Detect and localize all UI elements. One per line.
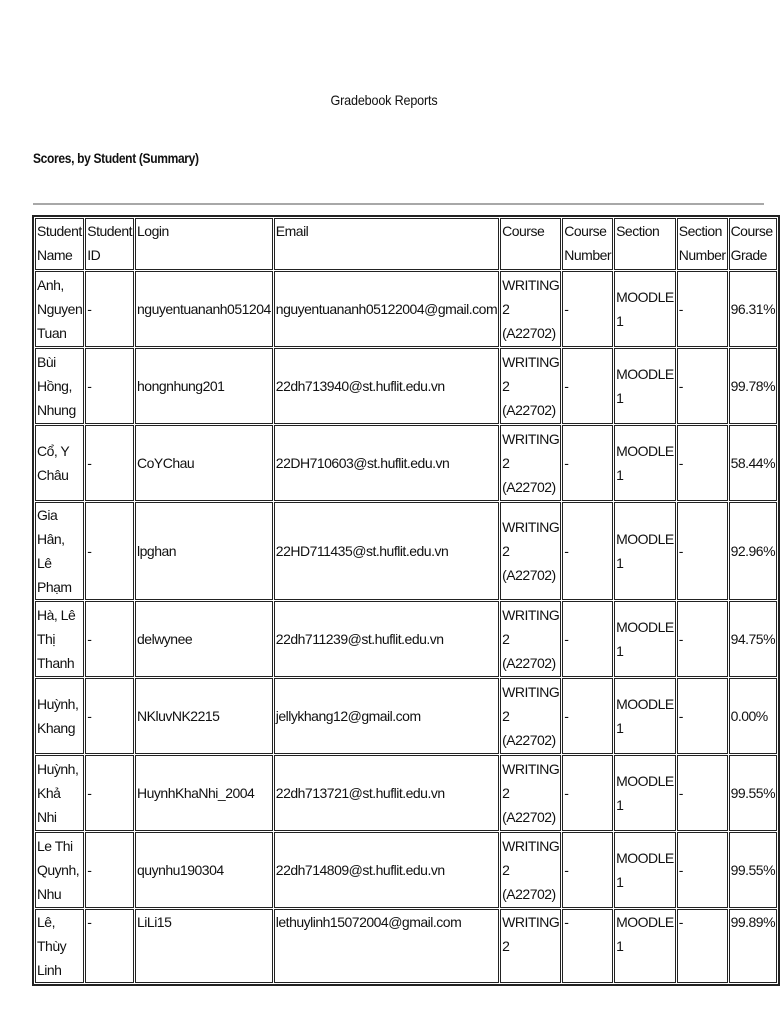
page-title: Gradebook Reports — [330, 92, 438, 108]
email-cell: 22dh711239@st.huflit.edu.vn — [274, 601, 499, 677]
table-row — [35, 909, 777, 983]
student-name-cell: Huỳnh, Khả Nhi — [35, 755, 84, 831]
course-cell: WRITING 2 (A22702) — [500, 348, 561, 424]
login-cell: CoYChau — [135, 425, 273, 501]
email-cell: lethuylinh15072004@gmail.com — [274, 909, 499, 983]
table-row — [35, 755, 777, 831]
student-id-cell: - — [85, 271, 134, 347]
course-number-cell: - — [562, 832, 613, 908]
section-number-cell: - — [677, 909, 728, 983]
course-grade-cell: 0.00% — [729, 678, 777, 754]
table-row — [35, 502, 777, 600]
course-grade-cell: 99.55% — [729, 755, 777, 831]
section-number-cell: - — [677, 502, 728, 600]
column-header-course-number: Course Number — [562, 218, 613, 270]
login-cell: delwynee — [135, 601, 273, 677]
course-cell: WRITING 2 (A22702) — [500, 271, 561, 347]
table-row — [35, 348, 777, 424]
section-cell: MOODLE 1 — [614, 678, 676, 754]
email-cell: 22DH710603@st.huflit.edu.vn — [274, 425, 499, 501]
column-header-student-name: Student Name — [35, 218, 84, 270]
section-divider — [33, 203, 764, 205]
section-cell: MOODLE 1 — [614, 425, 676, 501]
section-number-cell: - — [677, 678, 728, 754]
section-cell: MOODLE 1 — [614, 271, 676, 347]
course-number-cell: - — [562, 348, 613, 424]
email-cell: 22dh714809@st.huflit.edu.vn — [274, 832, 499, 908]
student-id-cell: - — [85, 425, 134, 501]
course-number-cell: - — [562, 909, 613, 983]
login-cell: NKluvNK2215 — [135, 678, 273, 754]
gradebook-table — [32, 215, 780, 986]
course-cell: WRITING 2 (A22702) — [500, 425, 561, 501]
email-cell: 22dh713940@st.huflit.edu.vn — [274, 348, 499, 424]
section-number-cell: - — [677, 601, 728, 677]
course-number-cell: - — [562, 502, 613, 600]
student-id-cell: - — [85, 909, 134, 983]
student-name-cell: Lê, Thùy Linh — [35, 909, 84, 983]
column-header-login: Login — [135, 218, 273, 270]
table-row — [35, 832, 777, 908]
section-cell: MOODLE 1 — [614, 502, 676, 600]
student-name-cell: Anh, Nguyen Tuan — [35, 271, 84, 347]
report-subtitle: Scores, by Student (Summary) — [33, 150, 199, 166]
course-cell: WRITING 2 (A22702) — [500, 832, 561, 908]
login-cell: LiLi15 — [135, 909, 273, 983]
section-number-cell: - — [677, 348, 728, 424]
section-cell: MOODLE 1 — [614, 832, 676, 908]
student-name-cell: Gia Hân, Lê Phạm — [35, 502, 84, 600]
section-cell: MOODLE 1 — [614, 601, 676, 677]
student-id-cell: - — [85, 678, 134, 754]
table-row — [35, 601, 777, 677]
column-header-course-grade: Course Grade — [729, 218, 777, 270]
column-header-section-number: Section Number — [677, 218, 728, 270]
table-header-row — [35, 218, 777, 270]
column-header-student-id: Student ID — [85, 218, 134, 270]
student-id-cell: - — [85, 502, 134, 600]
course-grade-cell: 99.55% — [729, 832, 777, 908]
student-id-cell: - — [85, 832, 134, 908]
email-cell: 22HD711435@st.huflit.edu.vn — [274, 502, 499, 600]
course-number-cell: - — [562, 601, 613, 677]
login-cell: quynhu190304 — [135, 832, 273, 908]
email-cell: jellykhang12@gmail.com — [274, 678, 499, 754]
login-cell: hongnhung201 — [135, 348, 273, 424]
column-header-section: Section — [614, 218, 676, 270]
login-cell: nguyentuananh051204 — [135, 271, 273, 347]
course-number-cell: - — [562, 678, 613, 754]
course-cell: WRITING 2 (A22702) — [500, 502, 561, 600]
student-id-cell: - — [85, 348, 134, 424]
course-grade-cell: 96.31% — [729, 271, 777, 347]
section-number-cell: - — [677, 755, 728, 831]
column-header-course: Course — [500, 218, 561, 270]
gradebook-table-container — [32, 215, 780, 986]
student-id-cell: - — [85, 755, 134, 831]
table-row — [35, 271, 777, 347]
student-name-cell: Cổ, Y Châu — [35, 425, 84, 501]
table-row — [35, 425, 777, 501]
course-cell: WRITING 2 (A22702) — [500, 678, 561, 754]
section-cell: MOODLE 1 — [614, 348, 676, 424]
table-row — [35, 678, 777, 754]
column-header-email: Email — [274, 218, 499, 270]
course-grade-cell: 99.89% — [729, 909, 777, 983]
login-cell: lpghan — [135, 502, 273, 600]
section-number-cell: - — [677, 271, 728, 347]
course-grade-cell: 99.78% — [729, 348, 777, 424]
email-cell: nguyentuananh05122004@gmail.com — [274, 271, 499, 347]
course-number-cell: - — [562, 755, 613, 831]
student-id-cell: - — [85, 601, 134, 677]
course-cell: WRITING 2 (A22702) — [500, 601, 561, 677]
student-name-cell: Hà, Lê Thị Thanh — [35, 601, 84, 677]
student-name-cell: Le Thi Quynh, Nhu — [35, 832, 84, 908]
email-cell: 22dh713721@st.huflit.edu.vn — [274, 755, 499, 831]
course-number-cell: - — [562, 271, 613, 347]
course-cell: WRITING 2 (A22702) — [500, 755, 561, 831]
section-cell: MOODLE 1 — [614, 755, 676, 831]
student-name-cell: Bùi Hồng, Nhung — [35, 348, 84, 424]
section-cell: MOODLE 1 — [614, 909, 676, 983]
login-cell: HuynhKhaNhi_2004 — [135, 755, 273, 831]
section-number-cell: - — [677, 832, 728, 908]
course-grade-cell: 58.44% — [729, 425, 777, 501]
course-grade-cell: 92.96% — [729, 502, 777, 600]
section-number-cell: - — [677, 425, 728, 501]
course-grade-cell: 94.75% — [729, 601, 777, 677]
course-cell: WRITING 2 — [500, 909, 561, 983]
student-name-cell: Huỳnh, Khang — [35, 678, 84, 754]
course-number-cell: - — [562, 425, 613, 501]
